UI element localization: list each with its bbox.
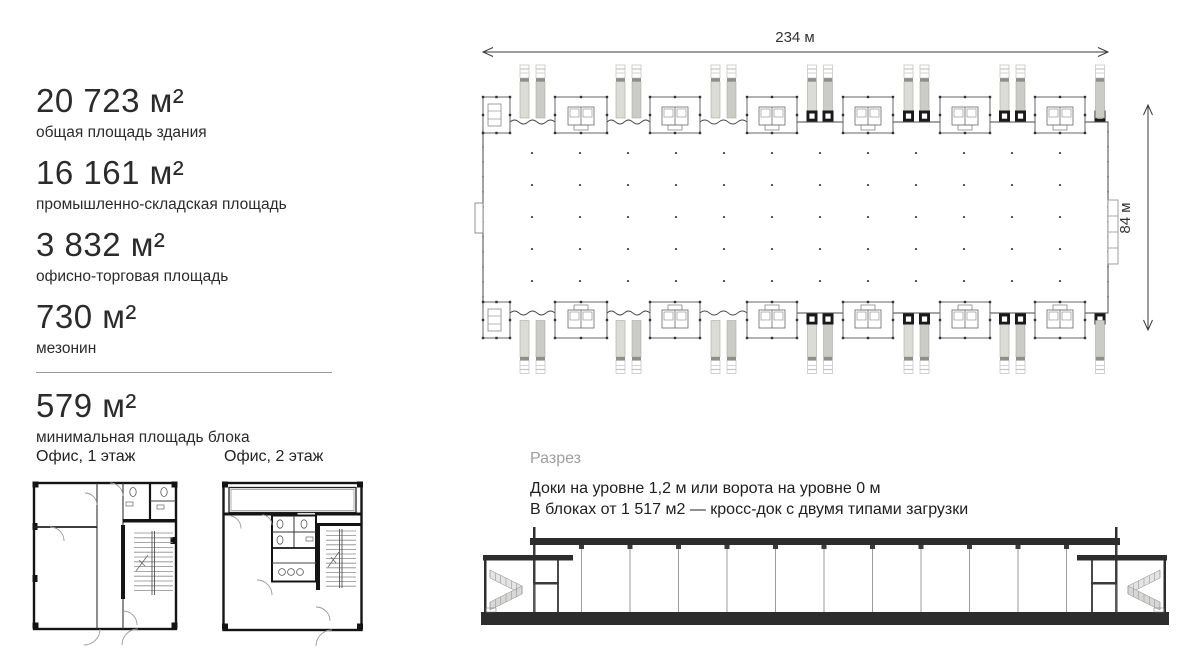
stat-min-block-area	[36, 386, 336, 447]
stat-value: 20 723 м²	[36, 82, 185, 119]
office-plan-1-label: Офис, 1 этаж	[36, 448, 136, 465]
stat-warehouse-area	[36, 153, 336, 214]
section-title: Разрез	[530, 450, 581, 467]
dimension-width	[483, 29, 1108, 57]
stat-label: офисно-торговая площадь	[36, 267, 229, 285]
stat-value: 3 832 м²	[36, 225, 166, 263]
section-note-line1: Доки на уровне 1,2 м или ворота на уровне 0 м	[530, 480, 881, 497]
section-office-right	[1077, 555, 1167, 612]
stat-label: мезонин	[36, 339, 97, 357]
stat-office-area	[36, 225, 336, 286]
stat-mezzanine-area	[36, 297, 336, 358]
stat-value: 730 м²	[36, 297, 137, 335]
height-dimension-label: 84 м	[1117, 202, 1134, 234]
building-section-drawing	[478, 524, 1188, 629]
stat-label: общая площадь здания	[36, 123, 207, 141]
plan-drawing	[475, 65, 1118, 374]
width-dimension-label: 234 м	[775, 29, 815, 46]
office-floor1-plan	[30, 475, 180, 650]
dimension-height	[1117, 105, 1153, 330]
building-floor-plan	[470, 25, 1190, 385]
divider	[36, 372, 332, 373]
stat-label: промышленно-складская площадь	[36, 195, 287, 213]
site-plan-area	[470, 25, 1190, 385]
stat-value: 16 161 м²	[36, 153, 185, 191]
office-plan-2-label: Офис, 2 этаж	[224, 448, 324, 465]
stat-label: минимальная площадь блока	[36, 428, 250, 446]
office-floor2-plan	[220, 475, 365, 650]
stat-value: 579 м²	[36, 386, 137, 424]
section-note-line2: В блоках от 1 517 м2 — кросс-док с двумя типами загрузки	[530, 501, 969, 518]
stat-total-area	[36, 84, 336, 142]
stats-panel	[36, 84, 336, 461]
section-office-left	[483, 555, 573, 612]
section-notes	[530, 478, 968, 520]
